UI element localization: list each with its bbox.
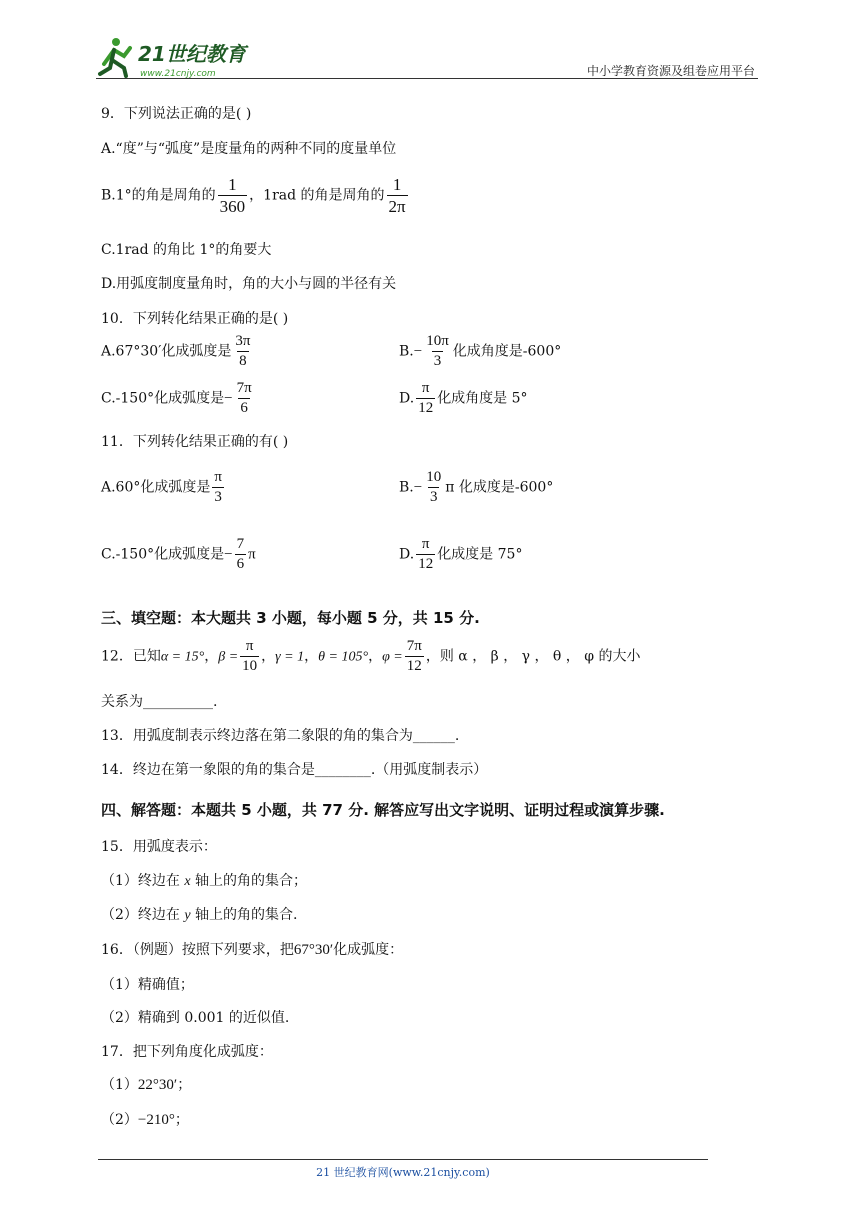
q16-stem: 16．（例题）按照下列要求，把67°30′化成弧度： [101, 942, 404, 958]
q15-part1: （1）终边在 x 轴上的角的集合； [101, 873, 308, 889]
footer-divider [98, 1159, 708, 1160]
q10-option-c: C.-150°化成弧度是− $\frac{7\pi}{6}$ [101, 380, 252, 416]
q12-line2: 关系为__________. [101, 694, 218, 710]
q16-part2: （2）精确到 0.001 的近似值. [101, 1010, 290, 1026]
fraction-1-2pi: $\frac{1}{2\pi}$ [388, 175, 406, 216]
q10-stem: 10．下列转化结果正确的是( ) [101, 311, 289, 327]
q13: 13．用弧度制表示终边落在第二象限的角的集合为______. [101, 728, 460, 744]
q9-option-d: D.用弧度制度量角时，角的大小与圆的半径有关 [101, 276, 397, 292]
runner-icon [100, 38, 130, 76]
q15-stem: 15．用弧度表示： [101, 839, 217, 855]
q14: 14．终边在第一象限的角的集合是________.（用弧度制表示） [101, 762, 488, 778]
logo-url: www.21cnjy.com [140, 69, 216, 79]
section-fill-in-heading: 三、填空题：本大题共 3 小题，每小题 5 分，共 15 分. [101, 609, 480, 627]
q11-option-b: B.− $\frac{10}{3}$ π 化成度是-600° [399, 469, 554, 505]
fraction-1-360: $\frac{1}{360}$ [219, 175, 246, 216]
q11-option-c: C.-150°化成弧度是− $\frac{7}{6}$ π [101, 536, 256, 572]
q15-part2: （2）终边在 y 轴上的角的集合. [101, 907, 298, 923]
q9-option-c: C.1rad 的角比 1°的角要大 [101, 242, 272, 258]
q10-option-a: A.67°30′化成弧度是 $\frac{3\pi}{8}$ [101, 333, 251, 369]
q9-option-b: B.1°的角是周角的 $\frac{1}{360}$ ，1rad 的角是周角的 $\frac{1}{2\pi}$ [101, 175, 406, 216]
header-divider [96, 78, 758, 79]
section-answer-heading: 四、解答题：本题共 5 小题，共 77 分. 解答应写出文字说明、证明过程或演算步骤. [101, 801, 665, 819]
q10-option-d: D. $\frac{\pi}{12}$ 化成角度是 5° [399, 380, 528, 416]
q9-option-a: A.“度”与“弧度”是度量角的两种不同的度量单位 [101, 141, 397, 157]
footer-link[interactable]: 21 世纪教育网(www.21cnjy.com) [316, 1166, 490, 1179]
q17-part2: （2）−210°； [101, 1112, 189, 1128]
q11-option-a: A.60°化成弧度是 $\frac{\pi}{3}$ [101, 469, 222, 505]
logo-text: 21世纪教育 [138, 42, 246, 66]
q11-option-d: D. $\frac{\pi}{12}$ 化成度是 75° [399, 536, 523, 572]
q10-option-b: B.− $\frac{10\pi}{3}$ 化成角度是-600° [399, 333, 562, 369]
q16-part1: （1）精确值； [101, 977, 194, 993]
platform-title: 中小学教育资源及组卷应用平台 [586, 64, 755, 78]
site-logo [96, 34, 266, 82]
q9-stem: 9．下列说法正确的是( ) [101, 106, 252, 122]
q17-part1: （1）22°30′； [101, 1077, 192, 1093]
q17-stem: 17．把下列角度化成弧度： [101, 1044, 273, 1060]
q12-stem: 12．已知α = 15°，β = $\frac{\pi}{10}$ ，γ = 1，θ = 105°，φ = $\frac{7\pi}{12}$ ，则 α ， β ， γ ， θ ， φ 的大小 [101, 638, 641, 674]
q11-stem: 11．下列转化结果正确的有( ) [101, 434, 289, 450]
